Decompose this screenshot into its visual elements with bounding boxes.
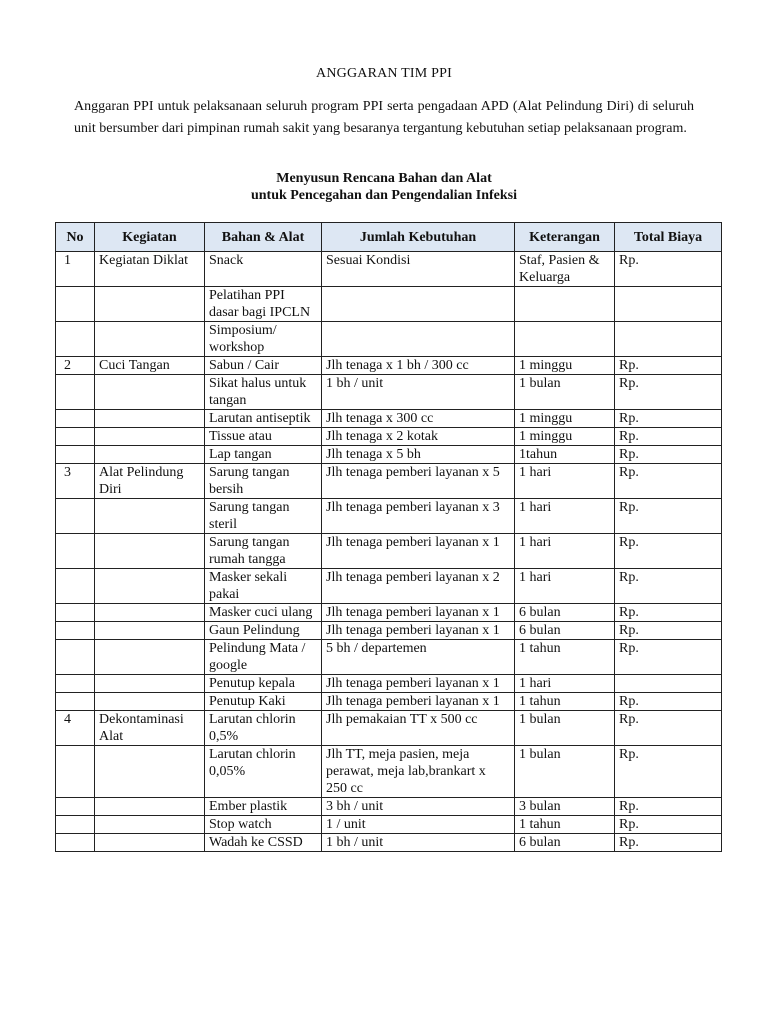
cell-jumlah-kebutuhan: Jlh tenaga x 300 cc	[322, 410, 515, 428]
cell-jumlah-kebutuhan: Jlh TT, meja pasien, meja perawat, meja lab,brankart x 250 cc	[322, 746, 515, 798]
cell-keterangan: 1 bulan	[515, 746, 615, 798]
cell-total-biaya: Rp.	[615, 464, 722, 499]
table-row	[56, 834, 722, 852]
cell-no	[56, 675, 95, 693]
table-row	[56, 410, 722, 428]
table-header-row	[56, 223, 722, 252]
cell-jumlah-kebutuhan: Jlh tenaga pemberi layanan x 1	[322, 604, 515, 622]
cell-bahan-alat: Penutup kepala	[205, 675, 322, 693]
cell-total-biaya: Rp.	[615, 622, 722, 640]
cell-jumlah-kebutuhan: Jlh tenaga x 5 bh	[322, 446, 515, 464]
cell-kegiatan	[95, 446, 205, 464]
cell-bahan-alat: Tissue atau	[205, 428, 322, 446]
cell-bahan-alat: Larutan antiseptik	[205, 410, 322, 428]
cell-jumlah-kebutuhan: 1 / unit	[322, 816, 515, 834]
cell-no	[56, 410, 95, 428]
cell-bahan-alat: Lap tangan	[205, 446, 322, 464]
table-row	[56, 464, 722, 499]
cell-keterangan: 1 tahun	[515, 816, 615, 834]
cell-total-biaya: Rp.	[615, 534, 722, 569]
cell-kegiatan	[95, 569, 205, 604]
cell-total-biaya: Rp.	[615, 446, 722, 464]
cell-total-biaya: Rp.	[615, 428, 722, 446]
cell-kegiatan	[95, 534, 205, 569]
cell-kegiatan	[95, 428, 205, 446]
cell-kegiatan: Kegiatan Diklat	[95, 252, 205, 287]
cell-no	[56, 428, 95, 446]
header-no: No	[56, 223, 95, 252]
cell-bahan-alat: Masker cuci ulang	[205, 604, 322, 622]
cell-total-biaya: Rp.	[615, 569, 722, 604]
subtitle-line-1: Menyusun Rencana Bahan dan Alat	[276, 171, 492, 186]
table-row	[56, 693, 722, 711]
cell-bahan-alat: Sikat halus untuk tangan	[205, 375, 322, 410]
table-row	[56, 287, 722, 322]
cell-total-biaya: Rp.	[615, 640, 722, 675]
cell-keterangan: 6 bulan	[515, 622, 615, 640]
cell-bahan-alat: Ember plastik	[205, 798, 322, 816]
cell-no	[56, 622, 95, 640]
cell-keterangan: 1 bulan	[515, 375, 615, 410]
cell-no	[56, 640, 95, 675]
cell-keterangan: 1tahun	[515, 446, 615, 464]
cell-total-biaya	[615, 675, 722, 693]
cell-jumlah-kebutuhan: Jlh tenaga x 1 bh / 300 cc	[322, 357, 515, 375]
table-row	[56, 640, 722, 675]
cell-bahan-alat: Pelindung Mata / google	[205, 640, 322, 675]
cell-keterangan: 1 minggu	[515, 357, 615, 375]
cell-jumlah-kebutuhan: Jlh tenaga pemberi layanan x 5	[322, 464, 515, 499]
cell-total-biaya	[615, 287, 722, 322]
cell-jumlah-kebutuhan: Jlh pemakaian TT x 500 cc	[322, 711, 515, 746]
cell-bahan-alat: Larutan chlorin 0,5%	[205, 711, 322, 746]
cell-jumlah-kebutuhan: Jlh tenaga x 2 kotak	[322, 428, 515, 446]
cell-bahan-alat: Sarung tangan rumah tangga	[205, 534, 322, 569]
cell-no	[56, 746, 95, 798]
cell-no	[56, 816, 95, 834]
table-row	[56, 711, 722, 746]
cell-keterangan: 3 bulan	[515, 798, 615, 816]
cell-jumlah-kebutuhan: Jlh tenaga pemberi layanan x 2	[322, 569, 515, 604]
table-subtitle	[0, 170, 768, 204]
cell-no: 1	[56, 252, 95, 287]
cell-bahan-alat: Penutup Kaki	[205, 693, 322, 711]
cell-total-biaya: Rp.	[615, 499, 722, 534]
cell-kegiatan	[95, 499, 205, 534]
header-kegiatan: Kegiatan	[95, 223, 205, 252]
cell-jumlah-kebutuhan	[322, 322, 515, 357]
table-row	[56, 322, 722, 357]
cell-keterangan: 1 minggu	[515, 428, 615, 446]
cell-no	[56, 287, 95, 322]
header-keterangan: Keterangan	[515, 223, 615, 252]
budget-table	[55, 222, 722, 852]
table-row	[56, 569, 722, 604]
cell-no	[56, 322, 95, 357]
cell-jumlah-kebutuhan: 3 bh / unit	[322, 798, 515, 816]
cell-jumlah-kebutuhan: Jlh tenaga pemberi layanan x 1	[322, 693, 515, 711]
cell-kegiatan	[95, 834, 205, 852]
cell-bahan-alat: Snack	[205, 252, 322, 287]
cell-jumlah-kebutuhan: Jlh tenaga pemberi layanan x 1	[322, 675, 515, 693]
table-body	[56, 252, 722, 852]
cell-bahan-alat: Sarung tangan bersih	[205, 464, 322, 499]
cell-kegiatan	[95, 746, 205, 798]
cell-bahan-alat: Sabun / Cair	[205, 357, 322, 375]
cell-keterangan: 1 hari	[515, 534, 615, 569]
cell-total-biaya: Rp.	[615, 746, 722, 798]
cell-kegiatan	[95, 675, 205, 693]
cell-bahan-alat: Sarung tangan steril	[205, 499, 322, 534]
cell-kegiatan	[95, 693, 205, 711]
cell-total-biaya: Rp.	[615, 816, 722, 834]
cell-kegiatan	[95, 622, 205, 640]
cell-keterangan: 1 hari	[515, 569, 615, 604]
table-row	[56, 499, 722, 534]
cell-total-biaya	[615, 322, 722, 357]
cell-no	[56, 569, 95, 604]
table-row	[56, 816, 722, 834]
cell-jumlah-kebutuhan: 5 bh / departemen	[322, 640, 515, 675]
cell-jumlah-kebutuhan: 1 bh / unit	[322, 375, 515, 410]
cell-total-biaya: Rp.	[615, 834, 722, 852]
page-title: ANGGARAN TIM PPI	[316, 66, 452, 81]
cell-jumlah-kebutuhan: 1 bh / unit	[322, 834, 515, 852]
cell-no: 3	[56, 464, 95, 499]
cell-no: 2	[56, 357, 95, 375]
cell-kegiatan	[95, 322, 205, 357]
table-row	[56, 604, 722, 622]
cell-keterangan: 1 tahun	[515, 693, 615, 711]
table-row	[56, 622, 722, 640]
cell-no	[56, 693, 95, 711]
cell-total-biaya: Rp.	[615, 357, 722, 375]
table-row	[56, 375, 722, 410]
cell-bahan-alat: Gaun Pelindung	[205, 622, 322, 640]
table-row	[56, 534, 722, 569]
cell-kegiatan	[95, 375, 205, 410]
cell-keterangan: 1 hari	[515, 464, 615, 499]
cell-bahan-alat: Larutan chlorin 0,05%	[205, 746, 322, 798]
cell-jumlah-kebutuhan: Jlh tenaga pemberi layanan x 1	[322, 534, 515, 569]
cell-keterangan: 1 minggu	[515, 410, 615, 428]
cell-kegiatan	[95, 287, 205, 322]
table-row	[56, 798, 722, 816]
cell-total-biaya: Rp.	[615, 252, 722, 287]
cell-no	[56, 604, 95, 622]
cell-bahan-alat: Stop watch	[205, 816, 322, 834]
cell-bahan-alat: Pelatihan PPI dasar bagi IPCLN	[205, 287, 322, 322]
table-row	[56, 357, 722, 375]
cell-keterangan	[515, 287, 615, 322]
header-jumlah-kebutuhan: Jumlah Kebutuhan	[322, 223, 515, 252]
cell-bahan-alat: Wadah ke CSSD	[205, 834, 322, 852]
cell-keterangan: 1 bulan	[515, 711, 615, 746]
table-row	[56, 446, 722, 464]
cell-jumlah-kebutuhan	[322, 287, 515, 322]
cell-no	[56, 534, 95, 569]
cell-keterangan: Staf, Pasien & Keluarga	[515, 252, 615, 287]
cell-total-biaya: Rp.	[615, 693, 722, 711]
subtitle-line-2: untuk Pencegahan dan Pengendalian Infeksi	[250, 188, 518, 203]
cell-jumlah-kebutuhan: Sesuai Kondisi	[322, 252, 515, 287]
cell-jumlah-kebutuhan: Jlh tenaga pemberi layanan x 1	[322, 622, 515, 640]
cell-kegiatan	[95, 816, 205, 834]
cell-keterangan: 6 bulan	[515, 834, 615, 852]
table-row	[56, 675, 722, 693]
header-bahan-alat: Bahan & Alat	[205, 223, 322, 252]
table-row	[56, 252, 722, 287]
cell-kegiatan: Cuci Tangan	[95, 357, 205, 375]
table-row	[56, 428, 722, 446]
cell-no	[56, 375, 95, 410]
cell-bahan-alat: Simposium/ workshop	[205, 322, 322, 357]
cell-kegiatan: Dekontaminasi Alat	[95, 711, 205, 746]
cell-jumlah-kebutuhan: Jlh tenaga pemberi layanan x 3	[322, 499, 515, 534]
cell-keterangan: 6 bulan	[515, 604, 615, 622]
cell-kegiatan	[95, 604, 205, 622]
cell-bahan-alat: Masker sekali pakai	[205, 569, 322, 604]
cell-no: 4	[56, 711, 95, 746]
cell-no	[56, 798, 95, 816]
cell-kegiatan	[95, 798, 205, 816]
cell-no	[56, 834, 95, 852]
cell-kegiatan	[95, 640, 205, 675]
cell-total-biaya: Rp.	[615, 604, 722, 622]
header-total-biaya: Total Biaya	[615, 223, 722, 252]
cell-keterangan: 1 hari	[515, 499, 615, 534]
table-row	[56, 746, 722, 798]
cell-keterangan: 1 hari	[515, 675, 615, 693]
intro-paragraph: Anggaran PPI untuk pelaksanaan seluruh program PPI serta pengadaan APD (Alat Pelindung Diri) di seluruh unit bersumber dari pimpinan rumah sakit yang besaranya tergantung kebutuhan setiap pelaksanaan program.	[74, 99, 694, 136]
cell-no	[56, 499, 95, 534]
cell-kegiatan: Alat Pelindung Diri	[95, 464, 205, 499]
cell-no	[56, 446, 95, 464]
cell-total-biaya: Rp.	[615, 410, 722, 428]
cell-total-biaya: Rp.	[615, 711, 722, 746]
cell-keterangan	[515, 322, 615, 357]
cell-total-biaya: Rp.	[615, 798, 722, 816]
cell-kegiatan	[95, 410, 205, 428]
cell-total-biaya: Rp.	[615, 375, 722, 410]
cell-keterangan: 1 tahun	[515, 640, 615, 675]
